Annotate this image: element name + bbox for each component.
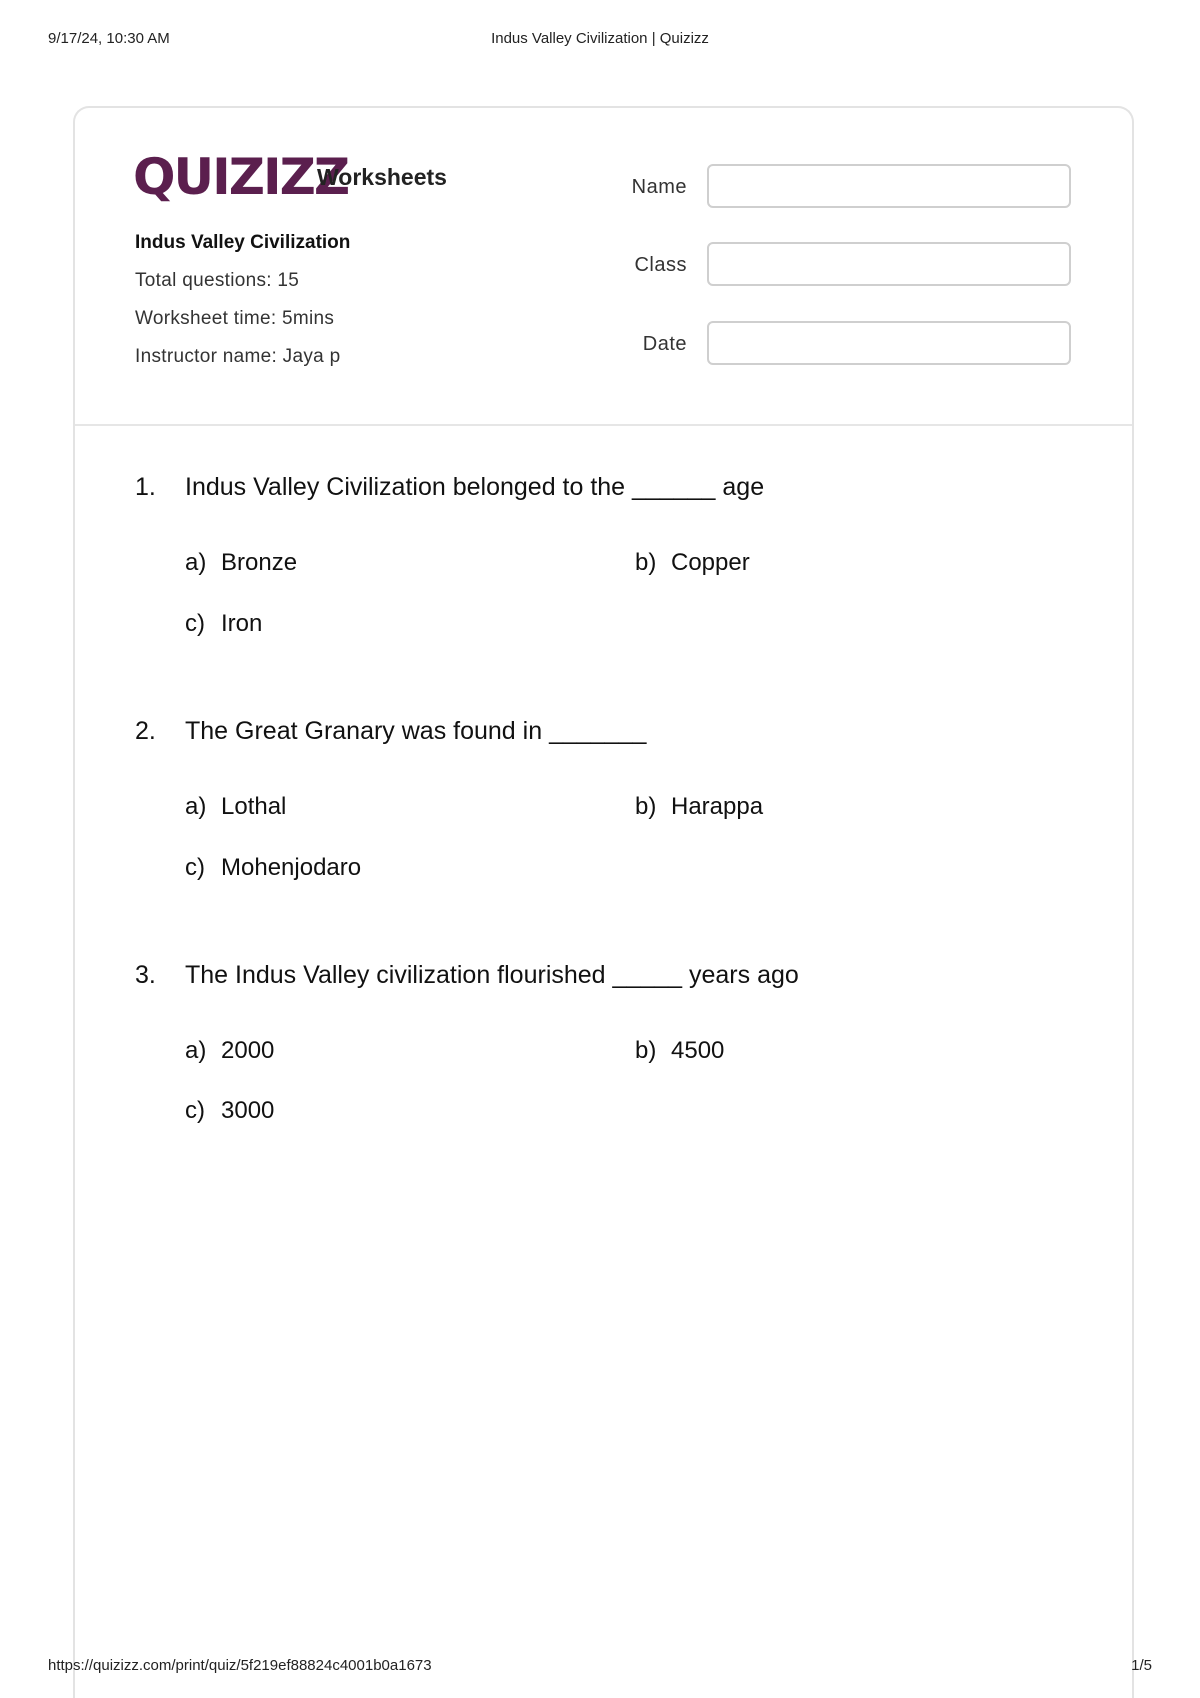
svg-text:QUIZIZZ: QUIZIZZ bbox=[133, 148, 349, 206]
option-letter: c) bbox=[185, 854, 205, 881]
option-text: 4500 bbox=[671, 1037, 725, 1064]
worksheets-subtitle: Worksheets bbox=[317, 164, 447, 190]
print-footer bbox=[48, 1657, 1152, 1677]
option-a bbox=[185, 549, 297, 577]
worksheet-card bbox=[73, 106, 1134, 1698]
option-b bbox=[635, 1037, 724, 1065]
name-label: Name bbox=[631, 176, 687, 198]
date-input[interactable] bbox=[707, 321, 1071, 365]
option-text: Lothal bbox=[221, 793, 287, 820]
question-1 bbox=[135, 473, 1075, 673]
name-input[interactable] bbox=[707, 164, 1071, 208]
option-b bbox=[635, 793, 763, 821]
class-field bbox=[575, 242, 1065, 290]
option-c bbox=[185, 610, 262, 638]
option-a bbox=[185, 793, 286, 821]
option-letter: b) bbox=[635, 793, 657, 820]
worksheet-meta bbox=[135, 232, 350, 384]
print-date: 9/17/24, 10:30 AM bbox=[48, 30, 170, 47]
option-text: Iron bbox=[221, 610, 263, 637]
instructor-name: Instructor name: Jaya p bbox=[135, 346, 341, 367]
option-text: 2000 bbox=[221, 1037, 275, 1064]
option-letter: a) bbox=[185, 793, 207, 820]
option-letter: b) bbox=[635, 1037, 657, 1064]
question-number: 3. bbox=[135, 961, 156, 989]
name-field bbox=[575, 164, 1065, 212]
option-c bbox=[185, 854, 361, 882]
option-text: 3000 bbox=[221, 1097, 275, 1124]
option-a bbox=[185, 1037, 274, 1065]
option-letter: c) bbox=[185, 1097, 205, 1124]
option-text: Copper bbox=[671, 549, 750, 576]
print-url: https://quizizz.com/print/quiz/5f219ef88824c4001b0a1673 bbox=[48, 1657, 432, 1674]
option-text: Harappa bbox=[671, 793, 764, 820]
option-letter: b) bbox=[635, 549, 657, 576]
page-number: 1/5 bbox=[1131, 1657, 1152, 1674]
option-letter: a) bbox=[185, 1037, 207, 1064]
option-letter: c) bbox=[185, 610, 205, 637]
print-header bbox=[48, 30, 1152, 50]
option-c bbox=[185, 1097, 274, 1125]
question-text: The Indus Valley civilization flourished _____ years ago bbox=[185, 961, 799, 989]
question-2 bbox=[135, 717, 1075, 917]
question-text: The Great Granary was found in _______ bbox=[185, 717, 647, 745]
option-text: Mohenjodaro bbox=[221, 854, 362, 881]
quizizz-logo bbox=[133, 148, 349, 208]
date-field bbox=[575, 321, 1065, 369]
worksheet-title: Indus Valley Civilization bbox=[135, 232, 351, 253]
worksheet-time: Worksheet time: 5mins bbox=[135, 308, 335, 329]
class-input[interactable] bbox=[707, 242, 1071, 286]
option-b bbox=[635, 549, 750, 577]
option-letter: a) bbox=[185, 549, 207, 576]
option-text: Bronze bbox=[221, 549, 298, 576]
class-label: Class bbox=[634, 254, 687, 276]
worksheet-header bbox=[75, 108, 1132, 426]
print-page-title: Indus Valley Civilization | Quizizz bbox=[491, 30, 709, 47]
question-3 bbox=[135, 961, 1075, 1161]
question-number: 2. bbox=[135, 717, 156, 745]
date-label: Date bbox=[642, 333, 687, 355]
question-number: 1. bbox=[135, 473, 156, 501]
question-text: Indus Valley Civilization belonged to the ______ age bbox=[185, 473, 765, 501]
total-questions: Total questions: 15 bbox=[135, 270, 300, 291]
